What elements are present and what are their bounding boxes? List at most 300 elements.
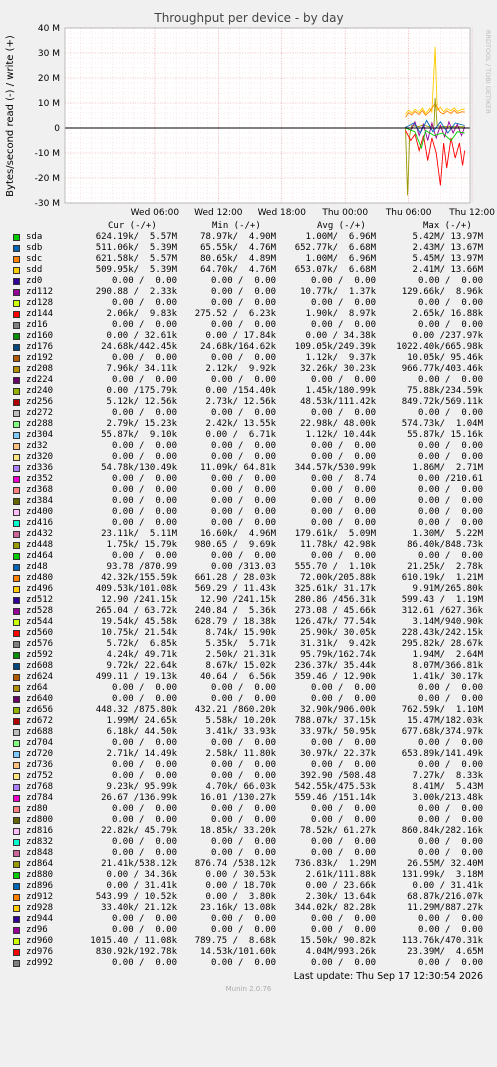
legend-cur: 624.19k/ 5.57M xyxy=(95,232,177,242)
legend-name: zd368 xyxy=(26,485,54,495)
legend-max: 0.00 / 0.00 xyxy=(417,408,483,418)
legend-row-zd784 xyxy=(0,793,497,804)
legend-avg: 555.70 / 1.10k xyxy=(294,562,376,572)
legend-row-zd720 xyxy=(0,749,497,760)
legend-max: 8.07M/366.81k xyxy=(412,661,483,671)
legend-avg: 72.00k/205.88k xyxy=(300,573,376,583)
legend-row-zd528 xyxy=(0,606,497,617)
legend-min: 0.00 / 0.00 xyxy=(210,353,276,363)
legend-row-zd560 xyxy=(0,628,497,639)
legend-row-zd384 xyxy=(0,496,497,507)
legend-swatch xyxy=(13,696,20,703)
legend-cur: 6.18k/ 44.50k xyxy=(106,727,177,737)
legend-row-zd992 xyxy=(0,958,497,969)
legend-name: zd400 xyxy=(26,507,54,517)
legend-max: 0.00 / 0.00 xyxy=(417,452,483,462)
legend-row-zd32 xyxy=(0,441,497,452)
legend-name: zd928 xyxy=(26,903,54,913)
legend-avg: 1.12k/ 9.37k xyxy=(305,353,376,363)
legend-max: 113.76k/470.31k xyxy=(401,936,483,946)
legend-cur: 0.00 / 0.00 xyxy=(111,683,177,693)
legend-max: 3.14M/940.90k xyxy=(412,617,483,627)
legend-row-zd976 xyxy=(0,947,497,958)
legend-header xyxy=(0,221,497,232)
legend-row-sdb xyxy=(0,243,497,254)
legend-name: zd704 xyxy=(26,738,54,748)
legend-avg: 0.00 / 0.00 xyxy=(310,441,376,451)
legend-name: zd752 xyxy=(26,771,54,781)
legend-max: 75.88k/234.59k xyxy=(407,386,483,396)
legend-avg: 126.47k/ 77.54k xyxy=(294,617,376,627)
legend-cur: 0.00 / 34.36k xyxy=(106,870,177,880)
legend-min: 16.60k/ 4.96M xyxy=(200,529,276,539)
legend-swatch xyxy=(13,630,20,637)
legend-row-zd368 xyxy=(0,485,497,496)
legend-row-zd432 xyxy=(0,529,497,540)
legend-name: zd608 xyxy=(26,661,54,671)
legend-row-zd160 xyxy=(0,331,497,342)
legend-avg: 48.53k/111.42k xyxy=(300,397,376,407)
legend-row-zd80 xyxy=(0,804,497,815)
y-tick-label: 30 M xyxy=(37,49,60,59)
legend-name: zd352 xyxy=(26,474,54,484)
legend-min: 0.00 / 0.00 xyxy=(210,485,276,495)
legend-cur: 0.00 / 0.00 xyxy=(111,441,177,451)
legend-cur: 22.82k/ 45.79k xyxy=(101,826,177,836)
legend-min: 2.58k/ 11.80k xyxy=(205,749,276,759)
x-tick-label: Thu 00:00 xyxy=(322,208,369,218)
legend-cur: 21.41k/538.12k xyxy=(101,859,177,869)
legend-min: 432.21 /860.20k xyxy=(194,705,276,715)
legend-max: 21.25k/ 2.78k xyxy=(407,562,483,572)
legend-row-zd640 xyxy=(0,694,497,705)
legend-name: sdc xyxy=(26,254,43,264)
legend-name: zd48 xyxy=(26,562,48,572)
legend-cur: 33.40k/ 21.12k xyxy=(101,903,177,913)
legend-row-zd816 xyxy=(0,826,497,837)
legend-avg: 179.61k/ 5.09M xyxy=(294,529,376,539)
legend-avg: 653.07k/ 6.68M xyxy=(294,265,376,275)
legend-min: 64.70k/ 4.76M xyxy=(200,265,276,275)
legend-min: 0.00 / 0.00 xyxy=(210,925,276,935)
legend-min: 275.52 / 6.23k xyxy=(194,309,276,319)
legend-max: 0.00 / 0.00 xyxy=(417,815,483,825)
legend-min: 23.16k/ 13.08k xyxy=(200,903,276,913)
legend-swatch xyxy=(13,663,20,670)
legend-min: 65.55k/ 4.76M xyxy=(200,243,276,253)
legend-name: zd816 xyxy=(26,826,54,836)
legend-max: 574.73k/ 1.04M xyxy=(401,419,483,429)
legend-min: 0.00 / 0.00 xyxy=(210,474,276,484)
legend-swatch xyxy=(13,608,20,615)
legend-min: 876.74 /538.12k xyxy=(194,859,276,869)
legend-max: 1022.40k/665.98k xyxy=(396,342,483,352)
legend-swatch xyxy=(13,861,20,868)
legend-min: 0.00 / 18.70k xyxy=(205,881,276,891)
legend-name: zd656 xyxy=(26,705,54,715)
legend-row-zd480 xyxy=(0,573,497,584)
legend-swatch xyxy=(13,894,20,901)
legend-min: 628.79 / 18.38k xyxy=(194,617,276,627)
legend-avg: 0.00 / 0.00 xyxy=(310,683,376,693)
legend-swatch xyxy=(13,806,20,813)
legend-min: 5.58k/ 10.20k xyxy=(205,716,276,726)
legend-max: 2.41M/ 13.66M xyxy=(412,265,483,275)
legend-row-zd880 xyxy=(0,870,497,881)
legend-swatch xyxy=(13,674,20,681)
legend-cur: 26.67 /136.99k xyxy=(101,793,177,803)
legend-avg: 392.90 /508.48 xyxy=(300,771,376,781)
legend-max: 0.00 /237.97k xyxy=(412,331,483,341)
y-tick-label: 0 xyxy=(54,124,60,134)
legend-cur: 24.68k/442.45k xyxy=(101,342,177,352)
legend-name: zd912 xyxy=(26,892,54,902)
legend-row-zd656 xyxy=(0,705,497,716)
legend-row-zd96 xyxy=(0,925,497,936)
legend-max: 8.41M/ 5.43M xyxy=(412,782,483,792)
legend-max: 0.00 / 0.00 xyxy=(417,804,483,814)
legend-swatch xyxy=(13,432,20,439)
col-avg-header: Avg (-/+) xyxy=(317,221,366,231)
legend-cur: 1.75k/ 15.79k xyxy=(106,540,177,550)
legend-min: 80.65k/ 4.89M xyxy=(200,254,276,264)
legend-cur: 0.00 / 0.00 xyxy=(111,958,177,968)
legend-cur: 0.00 / 0.00 xyxy=(111,837,177,847)
legend-row-zd736 xyxy=(0,760,497,771)
legend-min: 0.00 / 0.00 xyxy=(210,914,276,924)
legend-row-zd16 xyxy=(0,320,497,331)
legend-row-zd192 xyxy=(0,353,497,364)
legend-name: zd784 xyxy=(26,793,54,803)
legend-swatch xyxy=(13,619,20,626)
legend-avg: 0.00 / 0.00 xyxy=(310,914,376,924)
legend-name: zd800 xyxy=(26,815,54,825)
legend-min: 78.97k/ 4.90M xyxy=(200,232,276,242)
legend-name: zd304 xyxy=(26,430,54,440)
legend-cur: 0.00 / 0.00 xyxy=(111,496,177,506)
legend-swatch xyxy=(13,399,20,406)
legend-avg: 0.00 / 0.00 xyxy=(310,496,376,506)
legend-max: 10.05k/ 95.46k xyxy=(407,353,483,363)
legend-max: 0.00 / 0.00 xyxy=(417,441,483,451)
legend-min: 0.00 / 0.00 xyxy=(210,496,276,506)
legend-name: zd256 xyxy=(26,397,54,407)
legend-swatch xyxy=(13,641,20,648)
legend-row-zd864 xyxy=(0,859,497,870)
legend-swatch xyxy=(13,773,20,780)
legend-cur: 2.06k/ 9.83k xyxy=(106,309,177,319)
legend-swatch xyxy=(13,476,20,483)
legend-cur: 621.58k/ 5.57M xyxy=(95,254,177,264)
legend-name: zd64 xyxy=(26,683,48,693)
legend-cur: 1015.40 / 11.08k xyxy=(90,936,177,946)
y-tick-label: 20 M xyxy=(37,74,60,84)
legend-cur: 93.78 /870.99 xyxy=(106,562,177,572)
legend-cur: 2.79k/ 15.23k xyxy=(106,419,177,429)
legend-cur: 4.24k/ 49.71k xyxy=(106,650,177,660)
legend-min: 4.70k/ 66.03k xyxy=(205,782,276,792)
legend-max: 0.00 / 0.00 xyxy=(417,298,483,308)
munin-version: Munin 2.0.76 xyxy=(225,985,272,993)
legend-row-sdc xyxy=(0,254,497,265)
legend-cur: 0.00 / 31.41k xyxy=(106,881,177,891)
x-tick-label: Wed 06:00 xyxy=(130,208,180,218)
legend-swatch xyxy=(13,498,20,505)
legend-avg: 32.90k/906.00k xyxy=(300,705,376,715)
legend-avg: 0.00 / 0.00 xyxy=(310,738,376,748)
legend-row-zd576 xyxy=(0,639,497,650)
legend-row-zd624 xyxy=(0,672,497,683)
legend-min: 24.68k/164.62k xyxy=(200,342,276,352)
legend-cur: 54.78k/130.49k xyxy=(101,463,177,473)
legend-row-zd672 xyxy=(0,716,497,727)
legend-max: 653.89k/141.49k xyxy=(401,749,483,759)
legend-name: zd960 xyxy=(26,936,54,946)
legend-name: zd544 xyxy=(26,617,54,627)
legend-max: 131.99k/ 3.18M xyxy=(401,870,483,880)
legend-row-zd176 xyxy=(0,342,497,353)
legend-min: 0.00 / 6.71k xyxy=(205,430,276,440)
legend-cur: 0.00 / 0.00 xyxy=(111,518,177,528)
legend-swatch xyxy=(13,938,20,945)
legend-row-zd144 xyxy=(0,309,497,320)
legend-max: 0.00 / 0.00 xyxy=(417,551,483,561)
legend-max: 0.00 / 0.00 xyxy=(417,760,483,770)
legend-max: 0.00 / 0.00 xyxy=(417,375,483,385)
legend-row-zd592 xyxy=(0,650,497,661)
legend-min: 0.00 / 30.53k xyxy=(205,870,276,880)
legend-row-zd960 xyxy=(0,936,497,947)
legend-swatch xyxy=(13,751,20,758)
legend-swatch xyxy=(13,289,20,296)
legend-swatch xyxy=(13,256,20,263)
legend-cur: 0.00 / 32.61k xyxy=(106,331,177,341)
legend-min: 0.00 / 0.00 xyxy=(210,683,276,693)
legend-cur: 0.00 / 0.00 xyxy=(111,760,177,770)
legend-swatch xyxy=(13,322,20,329)
legend-table xyxy=(0,221,497,969)
legend-min: 11.09k/ 64.81k xyxy=(200,463,276,473)
legend-avg: 0.00 / 0.00 xyxy=(310,694,376,704)
legend-swatch xyxy=(13,575,20,582)
legend-max: 1.30M/ 5.22M xyxy=(412,529,483,539)
legend-avg: 30.97k/ 22.37k xyxy=(300,749,376,759)
legend-avg: 11.78k/ 42.98k xyxy=(300,540,376,550)
legend-min: 0.00 / 0.00 xyxy=(210,738,276,748)
legend-max: 26.55M/ 32.40M xyxy=(407,859,483,869)
legend-row-zd208 xyxy=(0,364,497,375)
legend-swatch xyxy=(13,817,20,824)
legend-max: 849.72k/569.11k xyxy=(401,397,483,407)
legend-name: zd480 xyxy=(26,573,54,583)
legend-min: 980.65 / 9.69k xyxy=(194,540,276,550)
legend-name: zd80 xyxy=(26,804,48,814)
legend-name: zd880 xyxy=(26,870,54,880)
legend-name: zd976 xyxy=(26,947,54,957)
legend-max: 966.77k/403.46k xyxy=(401,364,483,374)
last-update: Last update: Thu Sep 17 12:30:54 2026 xyxy=(293,971,483,982)
legend-min: 0.00 / 0.00 xyxy=(210,837,276,847)
legend-max: 86.40k/848.73k xyxy=(407,540,483,550)
legend-avg: 0.00 / 0.00 xyxy=(310,375,376,385)
legend-min: 0.00 / 0.00 xyxy=(210,958,276,968)
legend-max: 610.19k/ 1.21M xyxy=(401,573,483,583)
legend-max: 5.42M/ 13.97M xyxy=(412,232,483,242)
legend-name: zd512 xyxy=(26,595,54,605)
legend-max: 0.00 / 0.00 xyxy=(417,507,483,517)
legend-swatch xyxy=(13,388,20,395)
legend-max: 228.43k/242.15k xyxy=(401,628,483,638)
legend-name: zd944 xyxy=(26,914,54,924)
legend-max: 1.94M/ 2.64M xyxy=(412,650,483,660)
legend-name: zd32 xyxy=(26,441,48,451)
legend-cur: 0.00 / 0.00 xyxy=(111,771,177,781)
legend-name: zd848 xyxy=(26,848,54,858)
legend-cur: 9.23k/ 95.99k xyxy=(106,782,177,792)
legend-avg: 273.08 / 45.66k xyxy=(294,606,376,616)
legend-name: zd416 xyxy=(26,518,54,528)
legend-row-zd400 xyxy=(0,507,497,518)
legend-cur: 0.00 / 0.00 xyxy=(111,320,177,330)
legend-min: 0.00 / 0.00 xyxy=(210,771,276,781)
legend-max: 15.47M/182.03k xyxy=(407,716,483,726)
legend-min: 40.64 / 6.56k xyxy=(200,672,276,682)
legend-max: 0.00 / 0.00 xyxy=(417,485,483,495)
legend-cur: 42.32k/155.59k xyxy=(101,573,177,583)
legend-name: zd992 xyxy=(26,958,54,968)
legend-row-zd704 xyxy=(0,738,497,749)
legend-min: 2.12k/ 9.92k xyxy=(205,364,276,374)
legend-avg: 0.00 / 0.00 xyxy=(310,452,376,462)
legend-row-zd256 xyxy=(0,397,497,408)
legend-cur: 1.99M/ 24.65k xyxy=(106,716,177,726)
legend-name: zd432 xyxy=(26,529,54,539)
legend-swatch xyxy=(13,883,20,890)
legend-name: zd16 xyxy=(26,320,48,330)
y-tick-label: -30 M xyxy=(34,199,60,209)
legend-avg: 109.05k/249.39k xyxy=(294,342,376,352)
legend-row-zd768 xyxy=(0,782,497,793)
legend-max: 0.00 / 0.00 xyxy=(417,837,483,847)
legend-swatch xyxy=(13,905,20,912)
legend-max: 0.00 / 0.00 xyxy=(417,738,483,748)
legend-max: 0.00 / 0.00 xyxy=(417,276,483,286)
legend-min: 14.53k/101.60k xyxy=(200,947,276,957)
legend-swatch xyxy=(13,465,20,472)
legend-cur: 448.32 /875.80k xyxy=(95,705,177,715)
legend-avg: 0.00 / 0.00 xyxy=(310,760,376,770)
legend-min: 8.67k/ 15.02k xyxy=(205,661,276,671)
legend-row-sdd xyxy=(0,265,497,276)
legend-avg: 325.61k/ 31.17k xyxy=(294,584,376,594)
legend-name: zd144 xyxy=(26,309,54,319)
legend-cur: 9.72k/ 22.64k xyxy=(106,661,177,671)
legend-name: zd448 xyxy=(26,540,54,550)
legend-max: 0.00 / 0.00 xyxy=(417,925,483,935)
x-tick-label: Thu 06:00 xyxy=(385,208,432,218)
legend-swatch xyxy=(13,872,20,879)
legend-avg: 25.90k/ 30.05k xyxy=(300,628,376,638)
legend-min: 0.00 / 0.00 xyxy=(210,848,276,858)
legend-cur: 290.88 / 2.33k xyxy=(95,287,177,297)
legend-max: 0.00 / 0.00 xyxy=(417,694,483,704)
legend-row-zd416 xyxy=(0,518,497,529)
legend-avg: 652.77k/ 6.68M xyxy=(294,243,376,253)
legend-swatch xyxy=(13,509,20,516)
legend-name: zd464 xyxy=(26,551,54,561)
legend-row-zd512 xyxy=(0,595,497,606)
legend-min: 5.35k/ 5.71k xyxy=(205,639,276,649)
legend-name: zd96 xyxy=(26,925,48,935)
legend-name: sdb xyxy=(26,243,43,253)
legend-avg: 0.00 / 0.00 xyxy=(310,804,376,814)
legend-name: zd192 xyxy=(26,353,54,363)
col-cur-header: Cur (-/+) xyxy=(108,221,157,231)
legend-max: 0.00 /210.61 xyxy=(417,474,483,484)
legend-max: 7.27k/ 8.33k xyxy=(412,771,483,781)
legend-min: 0.00 / 0.00 xyxy=(210,694,276,704)
legend-cur: 0.00 / 0.00 xyxy=(111,485,177,495)
legend-max: 0.00 / 31.41k xyxy=(412,881,483,891)
legend-swatch xyxy=(13,927,20,934)
legend-avg: 15.50k/ 90.82k xyxy=(300,936,376,946)
legend-row-zd272 xyxy=(0,408,497,419)
legend-max: 9.91M/265.80k xyxy=(412,584,483,594)
legend-avg: 22.98k/ 48.00k xyxy=(300,419,376,429)
legend-swatch xyxy=(13,454,20,461)
legend-cur: 0.00 / 0.00 xyxy=(111,804,177,814)
legend-cur: 7.96k/ 34.11k xyxy=(106,364,177,374)
legend-min: 0.00 / 0.00 xyxy=(210,815,276,825)
legend-name: zd128 xyxy=(26,298,54,308)
legend-avg: 0.00 / 0.00 xyxy=(310,925,376,935)
legend-swatch xyxy=(13,597,20,604)
legend-swatch xyxy=(13,300,20,307)
legend-avg: 1.00M/ 6.96M xyxy=(305,232,376,242)
legend-swatch xyxy=(13,784,20,791)
legend-name: sdd xyxy=(26,265,43,275)
legend-cur: 12.90 /241.15k xyxy=(101,595,177,605)
legend-max: 312.61 /627.36k xyxy=(401,606,483,616)
legend-cur: 55.87k/ 9.10k xyxy=(101,430,177,440)
legend-name: zd560 xyxy=(26,628,54,638)
legend-avg: 95.79k/162.74k xyxy=(300,650,376,660)
legend-swatch xyxy=(13,850,20,857)
legend-swatch xyxy=(13,949,20,956)
y-tick-label: -20 M xyxy=(34,174,60,184)
legend-swatch xyxy=(13,828,20,835)
legend-max: 762.59k/ 1.10M xyxy=(401,705,483,715)
legend-row-zd320 xyxy=(0,452,497,463)
legend-name: zd672 xyxy=(26,716,54,726)
legend-cur: 0.00 / 0.00 xyxy=(111,815,177,825)
legend-min: 789.75 / 8.68k xyxy=(194,936,276,946)
legend-row-zd848 xyxy=(0,848,497,859)
legend-swatch xyxy=(13,234,20,241)
legend-cur: 19.54k/ 45.58k xyxy=(101,617,177,627)
legend-cur: 509.95k/ 5.39M xyxy=(95,265,177,275)
legend-cur: 409.53k/101.08k xyxy=(95,584,177,594)
legend-swatch xyxy=(13,344,20,351)
legend-max: 68.87k/216.07k xyxy=(407,892,483,902)
legend-cur: 543.99 / 10.52k xyxy=(95,892,177,902)
legend-cur: 0.00 / 0.00 xyxy=(111,375,177,385)
legend-row-zd112 xyxy=(0,287,497,298)
legend-swatch xyxy=(13,707,20,714)
legend-avg: 31.31k/ 9.42k xyxy=(300,639,376,649)
rrdtool-side-label: RRDTOOL / TOBI OETIKER xyxy=(484,30,492,114)
legend-avg: 736.83k/ 1.29M xyxy=(294,859,376,869)
